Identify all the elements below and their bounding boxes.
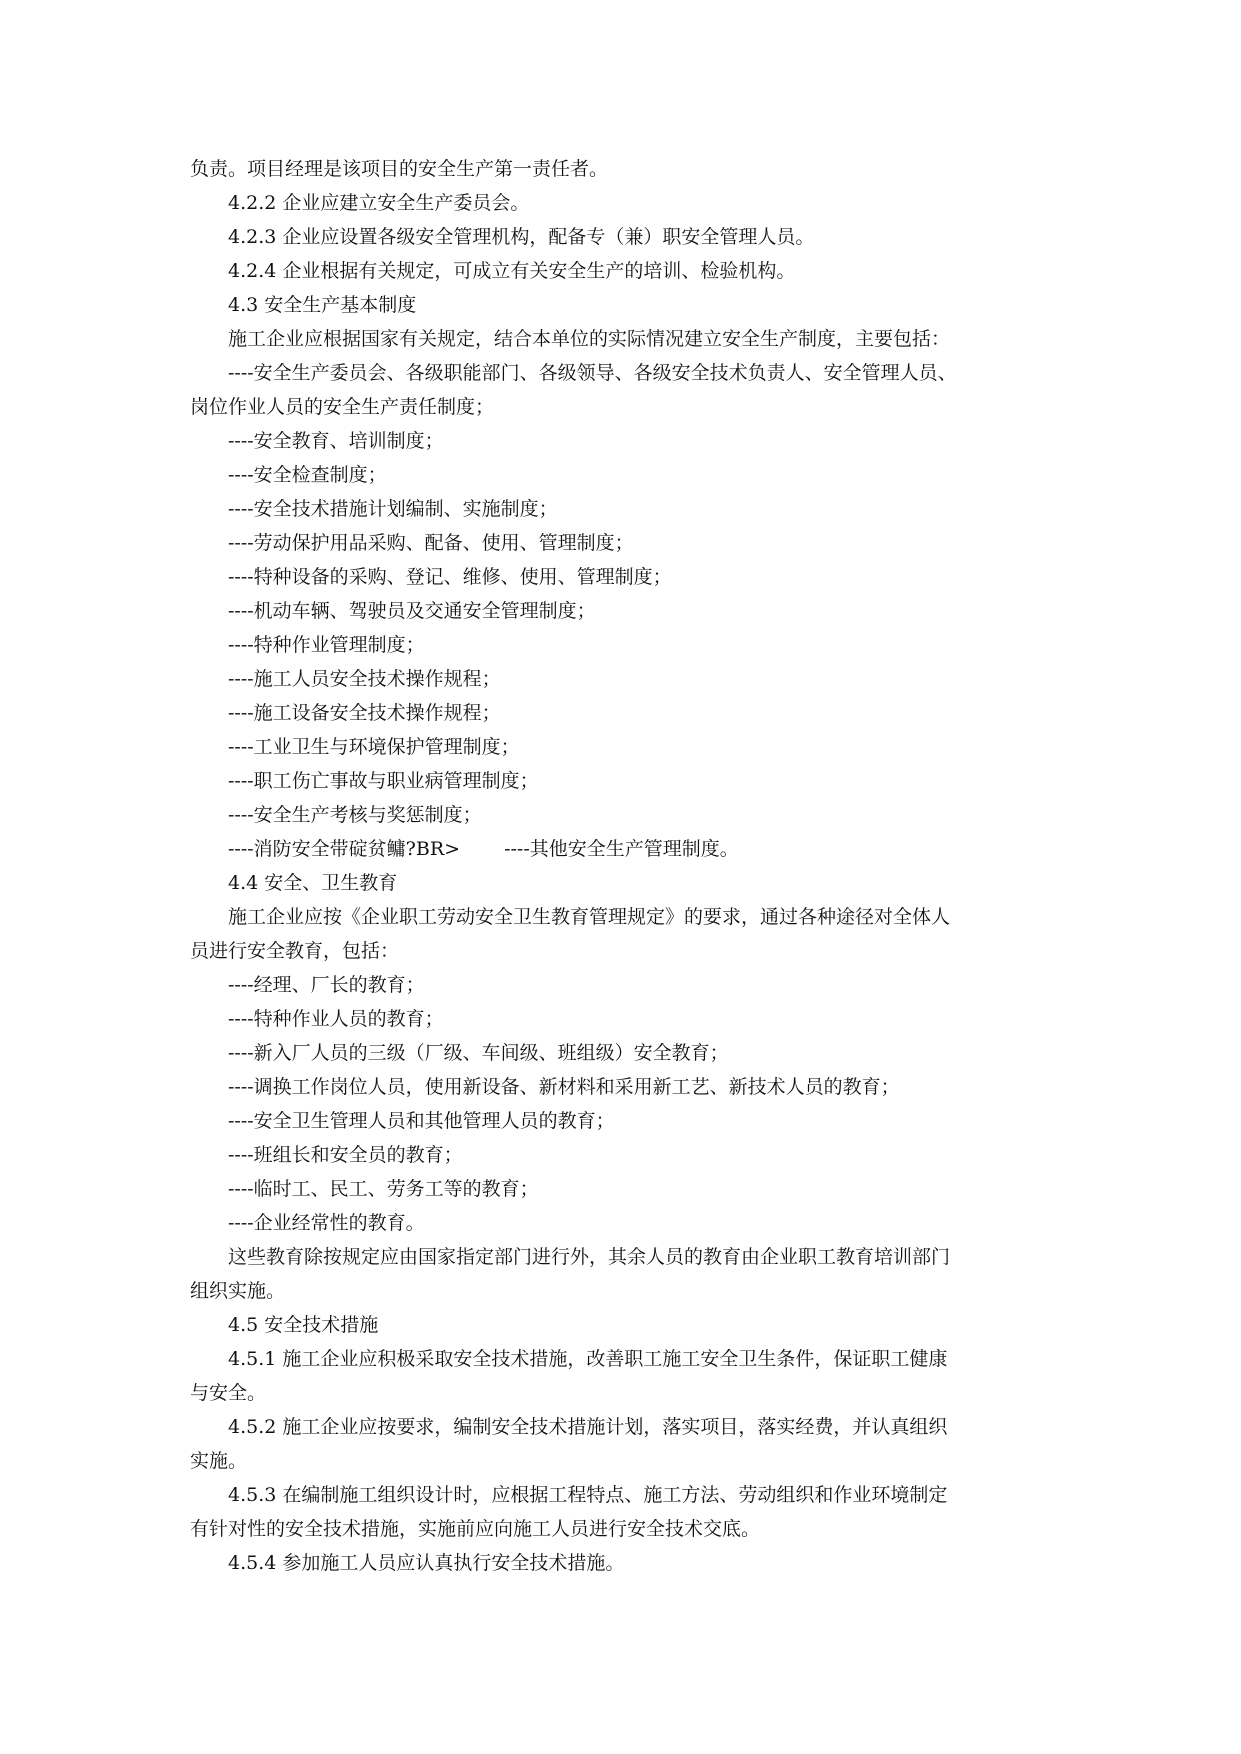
text-line	[190, 1002, 1062, 1036]
text-line	[190, 934, 1062, 968]
text-line-content: 4.5.2 施工企业应按要求，编制安全技术措施计划，落实项目，落实经费，并认真组织	[228, 1416, 948, 1438]
text-line-content: ----工业卫生与环境保护管理制度；	[228, 736, 520, 758]
text-line-content: ----安全卫生管理人员和其他管理人员的教育；	[228, 1110, 615, 1132]
text-line	[190, 492, 1062, 526]
text-line	[190, 1206, 1062, 1240]
text-line-content: 岗位作业人员的安全生产责任制度；	[190, 396, 495, 418]
text-line	[190, 832, 1062, 866]
text-line-content: ----安全生产考核与奖惩制度；	[228, 804, 482, 826]
text-line-content: ----施工人员安全技术操作规程；	[228, 668, 501, 690]
text-line-content: 有针对性的安全技术措施，实施前应向施工人员进行安全技术交底。	[190, 1518, 761, 1540]
text-line	[190, 798, 1062, 832]
text-line-content: ----施工设备安全技术操作规程；	[228, 702, 501, 724]
text-line	[190, 730, 1062, 764]
text-line-content: ----特种设备的采购、登记、维修、使用、管理制度；	[228, 566, 672, 588]
text-line	[190, 1376, 1062, 1410]
text-line	[190, 1512, 1062, 1546]
text-line	[190, 1274, 1062, 1308]
text-line	[190, 1070, 1062, 1104]
text-line	[190, 526, 1062, 560]
text-line	[190, 594, 1062, 628]
text-line-content: ----特种作业人员的教育；	[228, 1008, 444, 1030]
text-line-content: 4.4 安全、卫生教育	[228, 872, 398, 894]
text-line-content: ----消防安全带碇贫鳙?BR>	[228, 838, 461, 860]
text-line-content: 这些教育除按规定应由国家指定部门进行外，其余人员的教育由企业职工教育培训部门	[228, 1246, 951, 1268]
text-line	[190, 866, 1062, 900]
text-line	[190, 1138, 1062, 1172]
text-line-content: ----经理、厂长的教育；	[228, 974, 425, 996]
text-line	[190, 390, 1062, 424]
text-line-content: 员进行安全教育，包括：	[190, 940, 400, 962]
text-line-content: ----安全教育、培训制度；	[228, 430, 444, 452]
text-line	[190, 254, 1062, 288]
text-line-content: 4.2.3 企业应设置各级安全管理机构，配备专（兼）职安全管理人员。	[228, 226, 815, 248]
text-line-content: 4.2.4 企业根据有关规定，可成立有关安全生产的培训、检验机构。	[228, 260, 796, 282]
text-line	[190, 152, 1062, 186]
text-line	[190, 1308, 1062, 1342]
text-line-content: ----调换工作岗位人员，使用新设备、新材料和采用新工艺、新技术人员的教育；	[228, 1076, 900, 1098]
text-line-content: 4.5.1 施工企业应积极采取安全技术措施，改善职工施工安全卫生条件，保证职工健康	[228, 1348, 948, 1370]
text-line-content: ----安全技术措施计划编制、实施制度；	[228, 498, 558, 520]
text-line-content: 4.3 安全生产基本制度	[228, 294, 417, 316]
text-line-content: 组织实施。	[190, 1280, 286, 1302]
text-line-content: 4.5.4 参加施工人员应认真执行安全技术措施。	[228, 1552, 625, 1574]
text-line	[190, 1546, 1062, 1580]
text-line-content: 实施。	[190, 1450, 248, 1472]
text-line-content: ----劳动保护用品采购、配备、使用、管理制度；	[228, 532, 634, 554]
text-line	[190, 458, 1062, 492]
text-line	[190, 1104, 1062, 1138]
text-line	[190, 1036, 1062, 1070]
text-line	[190, 968, 1062, 1002]
text-line	[190, 696, 1062, 730]
text-line-content: ----新入厂人员的三级（厂级、车间级、班组级）安全教育；	[228, 1042, 729, 1064]
text-line-content: ----企业经常性的教育。	[228, 1212, 425, 1234]
text-line-content: 施工企业应根据国家有关规定，结合本单位的实际情况建立安全生产制度，主要包括：	[228, 328, 951, 350]
text-line	[190, 186, 1062, 220]
text-line	[190, 1172, 1062, 1206]
text-line-tail: ----其他安全生产管理制度。	[504, 838, 739, 860]
text-line	[190, 900, 1062, 934]
text-line-content: ----临时工、民工、劳务工等的教育；	[228, 1178, 539, 1200]
text-line-content: ----机动车辆、驾驶员及交通安全管理制度；	[228, 600, 596, 622]
text-line	[190, 1444, 1062, 1478]
text-line-content: 负责。项目经理是该项目的安全生产第一责任者。	[190, 158, 609, 180]
text-line	[190, 560, 1062, 594]
text-line-content: ----特种作业管理制度；	[228, 634, 425, 656]
text-line-content: 4.2.2 企业应建立安全生产委员会。	[228, 192, 530, 214]
text-line-content: ----安全检查制度；	[228, 464, 387, 486]
document-page	[190, 152, 1062, 1580]
text-line	[190, 1342, 1062, 1376]
text-line-content: ----职工伤亡事故与职业病管理制度；	[228, 770, 539, 792]
text-line	[190, 424, 1062, 458]
text-line	[190, 220, 1062, 254]
text-line-content: 施工企业应按《企业职工劳动安全卫生教育管理规定》的要求，通过各种途径对全体人	[228, 906, 951, 928]
text-line	[190, 1410, 1062, 1444]
text-line	[190, 1478, 1062, 1512]
text-line	[190, 764, 1062, 798]
text-line	[190, 322, 1062, 356]
text-line-content: 与安全。	[190, 1382, 267, 1404]
text-line	[190, 288, 1062, 322]
text-line	[190, 356, 1062, 390]
text-line-content: 4.5 安全技术措施	[228, 1314, 379, 1336]
text-line	[190, 1240, 1062, 1274]
text-line-content: 4.5.3 在编制施工组织设计时，应根据工程特点、施工方法、劳动组织和作业环境制定	[228, 1484, 948, 1506]
text-line-content: ----安全生产委员会、各级职能部门、各级领导、各级安全技术负责人、安全管理人员、	[228, 362, 957, 384]
text-line	[190, 662, 1062, 696]
text-line	[190, 628, 1062, 662]
text-line-content: ----班组长和安全员的教育；	[228, 1144, 463, 1166]
